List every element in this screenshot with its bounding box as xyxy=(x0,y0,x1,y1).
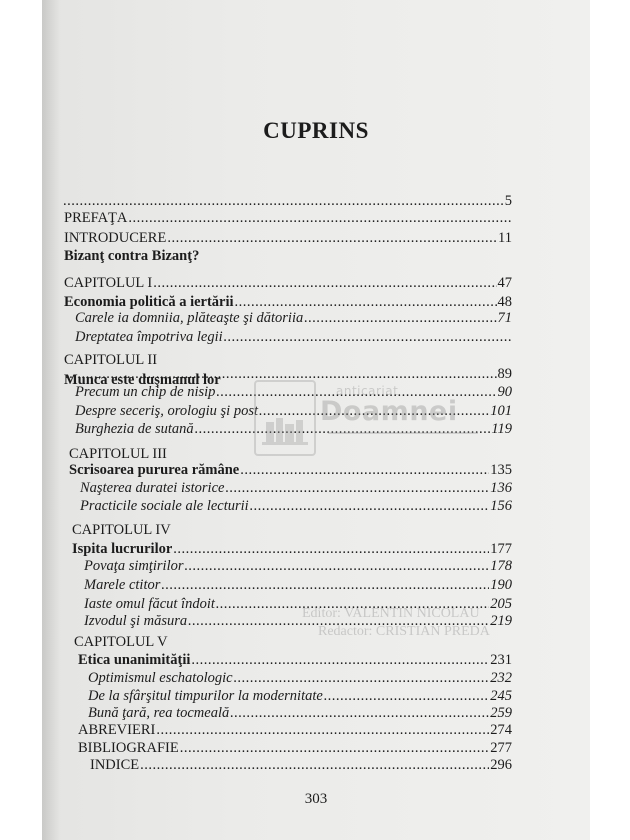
toc-row xyxy=(72,541,512,558)
leader-dots xyxy=(185,558,490,575)
leader-dots xyxy=(173,541,489,558)
toc-label: INTRODUCERE xyxy=(64,230,167,246)
watermark-logo xyxy=(254,380,486,458)
watermark-small-text: anticariat xyxy=(336,384,399,398)
toc-page-number: 71 xyxy=(497,310,512,326)
leader-dots xyxy=(225,480,489,497)
toc-label: Precum un chip de nisip xyxy=(75,384,216,400)
toc-row xyxy=(72,522,512,539)
leader-dots xyxy=(156,722,489,739)
bleed-through-text: Editor: VALENTIN NICOLAU xyxy=(302,606,480,621)
watermark-underline xyxy=(328,432,478,434)
toc-row xyxy=(78,740,512,757)
toc-page-number: 11 xyxy=(498,230,512,246)
toc-row xyxy=(88,705,512,722)
toc-row xyxy=(69,462,512,479)
toc-page-number: 119 xyxy=(491,421,512,437)
toc-row xyxy=(90,757,512,774)
toc-label: Marele ctitor xyxy=(84,577,161,593)
toc-page-number: 274 xyxy=(490,722,512,738)
toc-page-number: 219 xyxy=(490,613,512,629)
toc-label: CAPITOLUL I xyxy=(64,275,153,291)
toc-page-number: 156 xyxy=(490,498,512,514)
toc-label: Bună ţară, rea tocmeală xyxy=(88,705,230,721)
toc-label: ABREVIERI xyxy=(78,722,156,738)
leader-dots xyxy=(304,310,496,327)
toc-row xyxy=(80,480,512,497)
toc-page-number: 5 xyxy=(504,193,512,209)
toc-page-number: 135 xyxy=(490,462,512,478)
leader-dots xyxy=(234,670,490,687)
toc-label: Despre seceriş, orologiu şi post xyxy=(75,403,258,419)
toc-row xyxy=(64,248,512,265)
leader-dots xyxy=(153,275,496,292)
toc-label: Optimismul eschatologic xyxy=(88,670,233,686)
toc-row xyxy=(64,230,512,247)
leader-dots xyxy=(63,193,504,210)
toc-row xyxy=(64,210,512,227)
toc-label: Dreptatea împotriva legii xyxy=(75,329,223,345)
leader-dots xyxy=(230,705,489,722)
toc-page-number: 101 xyxy=(490,403,512,419)
toc-row xyxy=(64,294,512,311)
toc-page-number: 259 xyxy=(490,705,512,721)
toc-page-number: 89 xyxy=(497,366,512,382)
leader-dots xyxy=(224,329,511,346)
page-number: 303 xyxy=(304,791,328,807)
toc-label: Ispita lucrurilor xyxy=(72,541,173,557)
toc-page-number: 205 xyxy=(490,596,512,612)
toc-label: Povaţa simţirilor xyxy=(84,558,184,574)
toc-row xyxy=(78,722,512,739)
leader-dots xyxy=(128,210,511,227)
toc-row xyxy=(88,670,512,687)
toc-page-number: 136 xyxy=(490,480,512,496)
toc-page-number: 231 xyxy=(490,652,512,668)
toc-page-number: 48 xyxy=(497,294,512,310)
toc-label: Iaste omul făcut îndoit xyxy=(84,596,215,612)
leader-dots xyxy=(240,462,489,479)
bleed-through-text: Redactor: CRISTIAN PREDA xyxy=(318,624,490,639)
toc-label: Etica unanimităţii xyxy=(78,652,191,668)
toc-label: PREFAŢA xyxy=(64,210,128,226)
toc-page-number: 190 xyxy=(490,577,512,593)
leader-dots xyxy=(235,294,497,311)
toc-label: Izvodul şi măsura xyxy=(84,613,188,629)
leader-dots xyxy=(167,230,497,247)
toc-label: Scrisoarea pururea rămâne xyxy=(69,462,240,478)
leader-dots xyxy=(191,652,489,669)
toc-label: CAPITOLUL III xyxy=(69,446,167,462)
toc-label: BIBLIOGRAFIE xyxy=(78,740,179,756)
leader-dots xyxy=(324,688,489,705)
leader-dots xyxy=(250,498,490,515)
toc-page-number: 90 xyxy=(497,384,512,400)
toc-label: De la sfârşitul timpurilor la modernitate xyxy=(88,688,323,704)
toc-row xyxy=(88,688,512,705)
bookshelf-icon xyxy=(254,380,316,456)
leader-dots xyxy=(180,740,490,757)
book-page xyxy=(42,0,590,840)
toc-label: Economia politică a iertării xyxy=(64,294,234,310)
leader-dots xyxy=(161,577,489,594)
toc-label: Naşterea duratei istorice xyxy=(80,480,225,496)
toc-row xyxy=(80,498,512,515)
toc-row xyxy=(62,193,512,210)
toc-label: Munca este duşmanul lor xyxy=(64,372,221,388)
toc-row xyxy=(64,275,512,292)
toc-label: CAPITOLUL V xyxy=(74,634,168,650)
toc-page-number: 277 xyxy=(490,740,512,756)
toc-label: INDICE xyxy=(90,757,140,773)
toc-label: Burghezia de sutană xyxy=(75,421,194,437)
toc-page-number: 296 xyxy=(490,757,512,773)
toc-page-number: 232 xyxy=(490,670,512,686)
toc-row xyxy=(84,577,512,594)
toc-label: Bizanţ contra Bizanţ? xyxy=(64,248,200,264)
toc-row xyxy=(78,652,512,669)
toc-label: Carele ia domniia, plăteaşte şi dătoriia xyxy=(75,310,304,326)
toc-row xyxy=(75,310,512,327)
toc-label: CAPITOLUL II xyxy=(64,352,158,368)
toc-page-number: 178 xyxy=(490,558,512,574)
page-title: CUPRINS xyxy=(263,118,369,143)
toc-page-number: 245 xyxy=(490,688,512,704)
toc-row xyxy=(84,558,512,575)
toc-page-number: 177 xyxy=(490,541,512,557)
leader-dots xyxy=(140,757,489,774)
toc-row xyxy=(75,329,512,346)
toc-label: CAPITOLUL IV xyxy=(72,522,171,538)
watermark-big-text: Doamnei xyxy=(320,396,458,427)
toc-label: Practicile sociale ale lecturii xyxy=(80,498,249,514)
toc-page-number: 47 xyxy=(497,275,512,291)
